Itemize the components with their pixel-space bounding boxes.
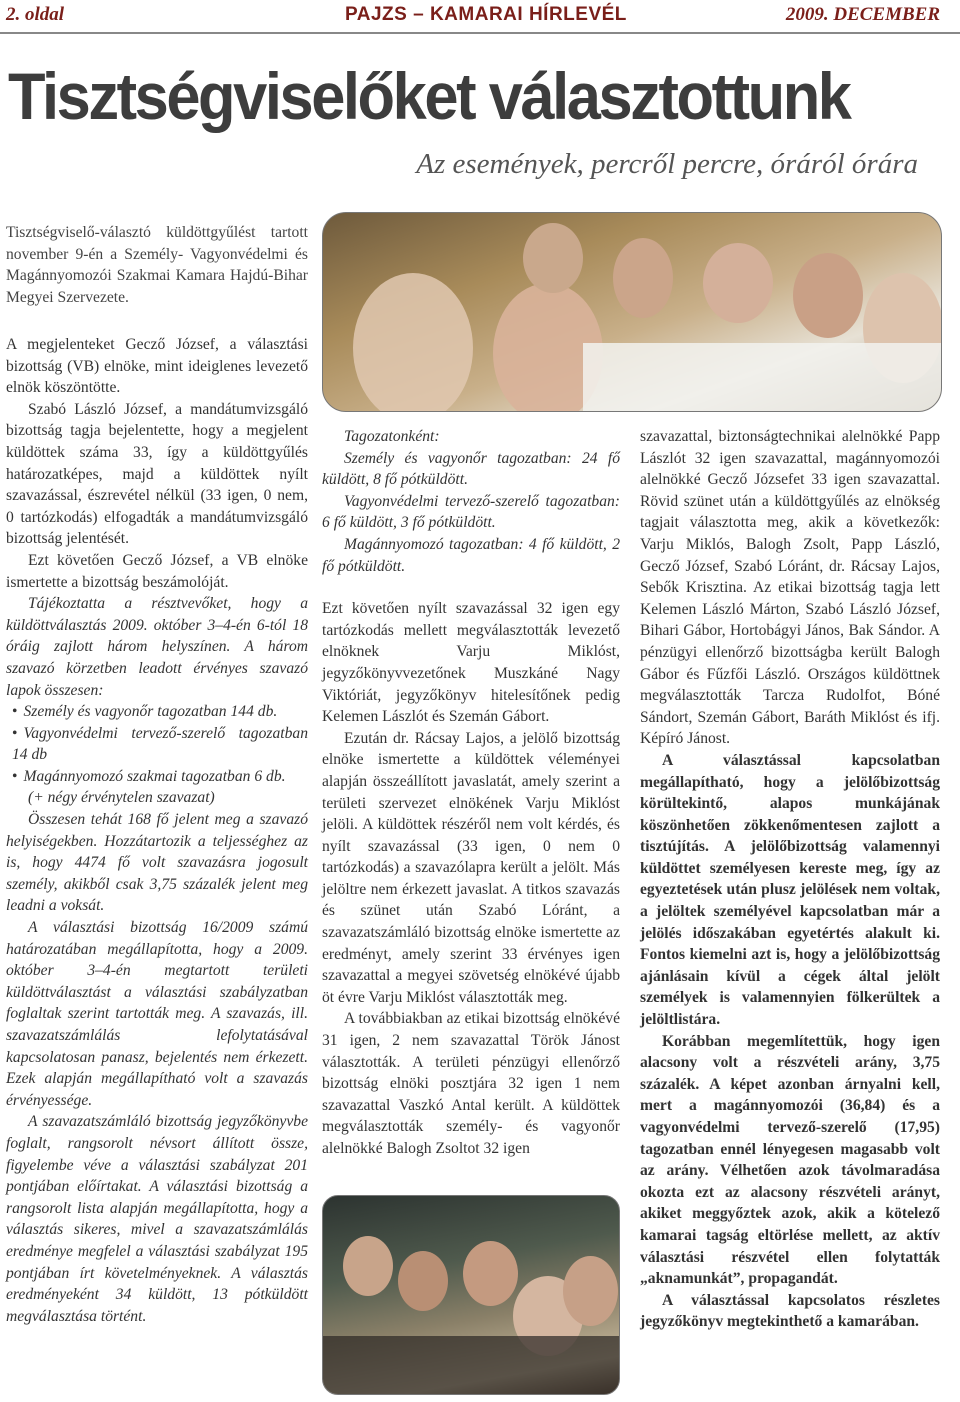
page-header [0,0,960,34]
paragraph: A választási bizottság 16/2009 számú határozatában megállapította, hogy a 2009. október 3–4-én megtartott területi küldöttválasztást a választási szabályzatban foglaltak szerint tartották meg. A szavazás, ill. szavazatszámlálás lefolytatásával kapcsolatosan panasz, bejelentés nem érkezett. Ezek alapján megállapítható volt a szavazás érvényessége. [6,919,308,1109]
bullet-icon: • [12,767,18,785]
paragraph: Ezt követően nyílt szavazással 32 igen egy tartózkodás mellett megválasztották levezető elnöknek Varju Miklóst, jegyzőkönyvvezetőnek Muszkáné Nagy Viktóriát, jegyzőkönyv hitelesítőnek pedig Kelemen Lászlót és Szemán Gábort. [322,600,620,726]
meeting-photo [322,212,942,412]
lead-paragraph: Tisztségviselő-választó küldöttgyűlést tartott november 9-én a Személy- Vagyonvédelmi és Magánnyomozói Szakmai Kamara Hajdú-Bihar Megyei Szervezete. [6,224,308,306]
column-2 [322,426,620,1160]
paragraph: szavazattal, biztonságtechnikai alelnökké Papp Lászlót 32 igen szavazattal, magánnyomozói alelnökké Gecző Józsefet 33 igen szavazattal. Rövid szünet után a küldöttgyűlés az elnökség tagjait választotta meg, akik a következők: Varju Miklós, Balogh Zsolt, Papp László, Gecző József, Szabó Lóránt, dr. Rácsay Lajos, Sebők Krisztina. Az etikai bizottság tagja lett Kelemen László Márton, Szabó László József, Bihari Gábor, Hortobágyi János, Bak Sándor. A pénzügyi ellenőrző bizottságba került Balogh Gábor és Fűzfői László. Országos küldöttnek megválasztották Tarcza Rudolfot, Bóné Sándort, Szemán Gábort, Baráth Miklóst és ifj. Képíró Jánost. [640,428,940,748]
delegates-photo [322,1195,620,1395]
issue-date: 2009. DECEMBER [785,4,940,25]
bullet-icon: • [12,703,18,721]
paragraph: Ezután dr. Rácsay Lajos, a jelölő bizottság elnöke ismertette a küldöttek véleményei alapján összeállított javaslatát, amely szerint a területi szervezet elnökének Varju Miklóst jelöli. A küldöttek részéről nem volt kérdés, és nyílt szavazással (33 igen, 0 nem 0 tartózkodás) a szavazólapra került a jelölt. Más jelöltre nem érkezett javaslat. A titkos szavazás és szünet után Szabó Lóránt, a szavazatszámláló bizottság elnöke ismertette az eredményt, amely szerint 33 érvényes igen szavazattal a megyei szövetség elnökévé újabb öt évre Varju Miklóst választották meg. [322,729,620,1006]
paragraph: Összesen tehát 168 fő jelent meg a szavazó helyiségekben. Hozzátartozik a teljességhez az is, hogy 4474 fő volt szavazásra jogosult személy, akikből csak 3,75 százalék jelent meg leadni a voksát. [6,811,308,915]
paragraph: A megjelenteket Gecző József, a választási bizottság (VB) elnöke, mint ideiglenes levezető elnök köszöntötte. [6,336,308,397]
list-item: • Vagyonvédelmi tervező-szerelő tagozatban 14 db [12,724,308,764]
paragraph: Magánnyomozó tagozatban: 4 fő küldött, 2 fő pótküldött. [322,535,620,575]
article-lead [6,222,308,308]
paragraph: Személy és vagyonőr tagozatban: 24 fő küldött, 8 fő pótküldött. [322,449,620,489]
paragraph: A szavazatszámláló bizottság jegyzőkönyvbe foglalt, rangsorolt névsort állított össze, figyelembe véve a választási szabályzat 201 pontjában előírtakat. A választási bizottság a rangsorolt lista alapján megállapította, hogy a választás sikeres, mivel a szavazatszámlálás eredménye megfelel a választási szabályzat 195 pontjában írt követelményeknek. A választás eredményeként 34 küldött, 13 pótküldött megválasztása történt. [6,1113,308,1325]
publication-name: PAJZS – KAMARAI HÍRLEVÉL [345,4,627,25]
list-item: • Magánnyomozó szakmai tagozatban 6 db. [12,767,286,785]
article-title: Tisztségviselőket választottunk [8,59,850,133]
paragraph: A választással kapcsolatban megállapítható, hogy a jelölőbizottság körültekintő, alapos munkájának köszönhetően zökkenőmentesen zajlott a tisztújítás. A jelölőbizottság valamennyi küldöttet személyesen kereste meg, így az egyeztetések után plusz jelölések nem voltak, a jelöltek személyével kapcsolatban már a jelölés időszakában egyetértés alakult ki. Fontos kiemelni azt is, hogy a jelölőbizottság ajánlásain kívül a cégek által jelölt személyek is valamennyien fölkerültek a jelöltlistára. [640,751,940,1029]
paragraph: A választással kapcsolatos részletes jegyzőkönyv megtekinthető a kamarában. [640,1291,940,1331]
paragraph: Tájékoztatta a résztvevőket, hogy a küldöttválasztás 2009. október 3–4-én 6-tól 18 óráig zajlott három helyszínen. A három szavazó körzetben leadott érvényes szavazó lapok összesen: [6,595,308,699]
column-1 [6,334,308,1327]
paragraph: Ezt követően Gecző József, a VB elnöke ismertette a bizottság beszámolóját. [6,551,308,591]
column-3 [640,426,940,1333]
paragraph: Szabó László József, a mandátumvizsgáló bizottság tagja bejelentette, hogy a megjelent küldöttek száma 33, így a küldöttgyűlés határozatképes, majd a küldöttek nyílt szavazással, észrevétel nélkül (33 igen, 0 nem, 0 tartózkodás) elfogadták a mandátumvizsgáló bizottság jelentését. [6,400,308,548]
page-number: 2. oldal [6,4,65,25]
article-subtitle: Az események, percről percre, óráról órára [416,148,918,180]
bullet-icon: • [12,724,18,742]
paragraph: Korábban megemlítettük, hogy igen alacsony volt a részvételi arány, 3,75 százalék. A képet azonban árnyalni kell, mert a magánnyomozói (36,84) és a vagyonvédelmi tervező-szerelő (17,95) tagozatban ennél lényegesen magasabb volt az arány. Vélhetően azok távolmaradása okozta ezt az alacsony részvételi arányt, akiket meggyőztek azok, akik a kötelező kamarai tagság eltörlése mellett, az aktív választási részvétel ellen folytatták „aknamunkát”, propagandát. [640,1032,940,1288]
list-item: • Személy és vagyonőr tagozatban 144 db. [12,703,278,721]
paragraph: Tagozatonként: [344,428,440,445]
paragraph: (+ négy érvénytelen szavazat) [28,789,215,807]
paragraph: A továbbiakban az etikai bizottság elnökévé 31 igen, 2 nem szavazattal Török Jánost választották. A területi pénzügyi ellenőrző bizottság elnöki posztjára 32 igen 1 nem szavazattal Vaszkó Antal került. A küldöttek megválasztották személy- és vagyonőr alelnökké Balogh Zsoltot 32 igen [322,1010,620,1157]
paragraph: Vagyonvédelmi tervező-szerelő tagozatban: 6 fő küldött, 3 fő pótküldött. [322,492,620,532]
